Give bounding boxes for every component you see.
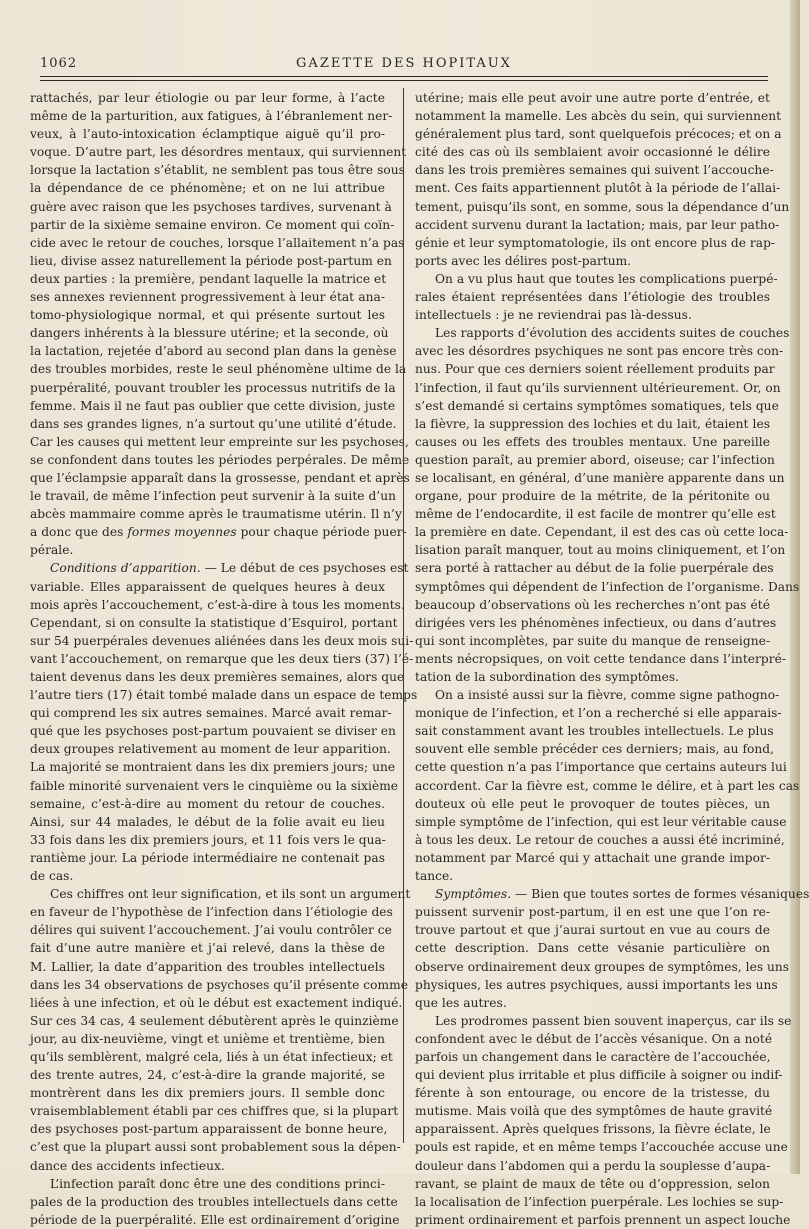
line-text-after: — Le début de ces psychoses est [200,561,409,576]
text-line [415,903,770,921]
line-text: souvent elle semble précéder ces derniers; mais, au fond, [415,742,775,757]
line-text: douleur dans l’abdomen qui a perdu la souplesse d’aupa- [415,1158,771,1173]
text-line [30,867,385,885]
text-line [30,288,385,306]
text-line [30,1193,398,1211]
line-text: que les autres. [415,995,507,1010]
header-rule-thick [40,76,768,77]
line-text: ravant, se plaint de maux de tête ou d’oppression, selon [415,1176,770,1191]
line-text: abcès mammaire comme après le traumatisme utérin. Il n’y [30,507,402,522]
line-text: qu’ils semblèrent, malgré cela, liés à un état infectieux; et [30,1049,393,1064]
text-line [30,578,385,596]
text-line [30,234,405,252]
line-text: veux, à l’auto-intoxication éclamptique aiguë qu’il pro- [30,127,385,142]
text-line [30,939,385,957]
line-text: La majorité se montraient dans les dix premiers jours; une [30,760,396,775]
line-text: mois après l’accouchement, c’est-à-dire à tous les moments. [30,597,405,612]
line-text: fait d’une autre manière et j’ai relevé, dans la thèse de [30,941,385,956]
text-line [415,722,774,740]
line-text: des psychoses post-partum apparaissent de bonne heure, [30,1122,388,1137]
line-text: la première en date. Cependant, il est des cas où cette loca- [415,525,789,540]
text-line [415,1066,783,1084]
text-line [415,1030,773,1048]
line-text: question paraît, au premier abord, oiseuse; car l’infection [415,452,775,467]
line-text: c’est que la plupart aussi sont probablement sous la dépen- [30,1140,401,1155]
line-text: la fièvre, la suppression des lochies et du lait, étaient les [415,416,770,431]
line-text: Car les causes qui mettent leur empreinte sur les psychoses, [30,434,409,449]
text-line [30,614,398,632]
line-text: semaine, c’est-à-dire au moment du retour de couches. [30,796,385,811]
line-text: ment. Ces faits appartiennent plutôt à la période de l’allai- [415,181,781,196]
line-text: sera porté à rattacher au début de la folie puerpérale des [415,561,774,576]
line-text: qui comprend les six autres semaines. Marcé avait remar- [30,706,392,721]
text-line [30,740,391,758]
text-line [415,161,774,179]
line-text: génie et leur symptomatologie, ils ont encore plus de rap- [415,235,776,250]
header-rule-thin [40,80,768,81]
line-text: parfois un changement dans le caractère de l’accouchée, [415,1049,771,1064]
text-line [415,1211,791,1229]
text-line [415,451,775,469]
page-number: 1062 [40,56,78,71]
line-text: l’autre tiers (17) était tombé malade dans un espace de temps [30,688,418,703]
text-line [415,89,770,107]
text-line [415,668,770,686]
text-line [415,1084,770,1102]
text-line [415,1048,770,1066]
text-line [415,921,770,939]
line-text: rales étaient représentées dans l’étiologie des troubles [415,290,770,305]
line-text: accordent. Car la fièvre est, comme le délire, et à part les cas [415,778,800,793]
text-line [30,668,405,686]
text-line [415,758,787,776]
text-line [30,1048,393,1066]
text-line [415,360,775,378]
line-text: jour, au dix-neuvième, vingt et unième et trentième, bien [30,1031,385,1046]
text-line [30,397,396,415]
line-text: l’infection, il faut qu’ils surviennent ultérieurement. Or, on [415,380,781,395]
text-line [415,198,790,216]
text-line [30,795,385,813]
right-text-column [415,89,809,1229]
line-text: partir de la sixième semaine environ. Ce moment qui coïn- [30,217,395,232]
line-text: simple symptôme de l’infection, qui est leur véritable cause [415,814,787,829]
text-line [415,614,777,632]
line-text: liées à une infection, et où le début est exactement indiqué. [30,995,403,1010]
line-text: intellectuels : je ne reviendrai pas là-dessus. [415,308,692,323]
line-text: dans ses grandes lignes, n’a surtout qu’une utilité d’étude. [30,416,397,431]
text-line [415,505,776,523]
line-text: même de l’endocardite, il est facile de montrer qu’elle est [415,507,776,522]
text-line [415,541,786,559]
text-line [30,541,385,559]
text-line [30,1175,385,1193]
line-text: confondent avec le début de l’accès vésanique. On a noté [415,1031,773,1046]
line-text: Les rapports d’évolution des accidents suites de couches [435,326,790,341]
line-text: des trente autres, 24, c’est-à-dire la grande majorité, se [30,1068,385,1083]
text-line [415,849,770,867]
line-text: rantième jour. La période intermédiaire ne contenait pas [30,850,385,865]
line-text: femme. Mais il ne faut pas oublier que cette division, juste [30,398,396,413]
line-text: deux groupes relativement au moment de leur apparition. [30,742,391,757]
line-text: organe, pour produire de la métrite, de la péritonite ou [415,489,770,504]
line-text: notamment la mamelle. Les abcès du sein, qui surviennent [415,109,782,124]
line-text: faible minorité survenaient vers le cinquième ou la sixième [30,778,399,793]
line-text: Ces chiffres ont leur signification, et ils sont un argument [50,887,411,902]
text-line [415,179,781,197]
line-text: notamment par Marcé qui y attachait une grande impor- [415,850,770,865]
text-line [30,523,407,541]
line-text: priment ordinairement et parfois prennent un aspect louche [415,1212,791,1227]
line-text: taient devenus dans les deux premières semaines, alors que [30,670,405,684]
line-text: cité des cas où ils semblaient avoir occasionné le délire [415,145,770,160]
line-text: qui devient plus irritable et plus difficile à soigner ou indif- [415,1068,783,1083]
line-text: deux parties : la première, pendant laquelle la matrice et [30,271,387,286]
text-line [415,976,778,994]
line-text: physiques, les autres psychiques, aussi importants les uns [415,977,778,992]
line-text: ses annexes reviennent progressivement à leur état ana- [30,290,385,305]
line-text: ments nécropsiques, on voit cette tendance dans l’interpré- [415,651,786,666]
text-line [30,107,393,125]
text-line [415,831,785,849]
page-header [40,52,768,76]
text-line [415,867,770,885]
text-line [30,903,393,921]
line-text: sait constamment avant les troubles intellectuels. Le plus [415,724,774,739]
line-text: ports avec les délires post-partum. [415,253,632,268]
line-text: tomo-physiologique normal, et qui présente surtout les [30,308,385,323]
text-line [30,1030,385,1048]
text-line [415,777,800,795]
text-line [30,704,392,722]
line-text: dangers inhérents à la blessure utérine; et la seconde, où [30,326,389,341]
text-line [30,324,389,342]
line-text: On a vu plus haut que toutes les complications puerpé- [435,271,778,286]
line-text: Cependant, si on consulte la statistique d’Esquirol, portant [30,615,398,630]
line-text: dans les trois premières semaines qui suivent l’accouche- [415,163,774,178]
line-text: douteux où elle peut le provoquer de toutes pièces, un [415,796,770,811]
text-line [30,89,385,107]
text-line [415,469,785,487]
text-line [30,777,399,795]
line-text: rattachés, par leur étiologie ou par leur forme, à l’acte [30,91,385,105]
text-line [30,451,410,469]
text-line [30,1066,385,1084]
text-line [415,433,770,451]
line-text: s’est demandé si certains symptômes somatiques, tels que [415,398,779,413]
line-text: montrèrent dans les dix premiers jours. Il semble donc [30,1086,385,1101]
text-line [30,976,408,994]
column-divider [403,88,404,1143]
line-text: mutisme. Mais voilà que des symptômes de haute gravité [415,1104,773,1119]
line-text: monique de l’infection, et l’on a recherché si elle apparais- [415,706,782,721]
text-line [30,632,414,650]
text-line [415,1193,784,1211]
text-line [30,1012,399,1030]
text-line [30,379,396,397]
line-text: à tous les deux. Le retour de couches a aussi été incriminé, [415,832,785,847]
text-line [415,650,786,668]
line-text: nus. Pour que ces derniers soient réellement produits par [415,362,775,377]
line-text: cette description. Dans cette vésanie particulière on [415,941,770,956]
italic-text: formes moyennes [127,525,237,540]
line-text: avec les désordres psychiques ne sont pas encore très con- [415,344,784,359]
text-line [415,270,778,288]
text-line [415,306,770,324]
text-line [30,198,392,216]
text-line [415,523,789,541]
journal-title: GAZETTE DES HOPITAUX [296,56,512,71]
text-line [415,252,770,270]
text-line [415,1120,770,1138]
line-text: la localisation de l’infection puerpérale. Les lochies se sup- [415,1194,784,1209]
text-line [30,1120,388,1138]
text-line [415,885,809,903]
text-line [415,596,770,614]
text-line [415,1157,770,1175]
line-text: vant l’accouchement, on remarque que les deux tiers (37) l’é- [30,651,414,666]
text-line [415,939,770,957]
line-text: que l’éclampsie apparaît dans la grossesse, pendant et après [30,470,410,485]
text-line [30,1138,401,1156]
text-line [30,342,397,360]
line-text: apparaissent. Après quelques frissons, la fièvre éclate, le [415,1122,771,1137]
line-text-after: — Bien que toutes sortes de formes vésaniques [511,887,809,902]
line-text: dance des accidents infectieux. [30,1158,225,1173]
line-text: délires qui suivent l’accouchement. J’ai voulu contrôler ce [30,923,392,938]
line-text: cide avec le retour de couches, lorsque l’allaitement n’a pas [30,235,405,250]
line-text-after: pour chaque période puer- [236,525,407,540]
line-text: dirigées vers les phénomènes infectieux, ou dans d’autres [415,615,777,630]
text-line [30,179,385,197]
text-line [415,234,776,252]
line-text: lorsque la lactation s’établit, ne semblent pas tous être sous [30,163,405,178]
text-line [415,324,790,342]
line-text: en faveur de l’hypothèse de l’infection dans l’étiologie des [30,905,393,920]
text-line [30,360,407,378]
line-text: vraisemblablement établi par ces chiffres que, si la plupart [30,1104,399,1119]
text-line [415,686,780,704]
text-line [30,686,418,704]
text-line [30,849,385,867]
line-text: le travail, de même l’infection peut survenir à la suite d’un [30,489,396,504]
text-line [30,758,396,776]
line-text: dans les 34 observations de psychoses qu’il présente comme [30,977,408,992]
text-line [30,559,409,577]
text-line [415,1102,773,1120]
line-text: la lactation, rejetée d’abord au second plan dans la genèse [30,344,397,359]
text-line [30,487,396,505]
text-line [415,143,770,161]
text-line [30,415,397,433]
text-line [415,342,784,360]
line-text: causes ou les effets des troubles mentaux. Une pareille [415,434,770,449]
text-line [30,813,385,831]
text-line [30,596,405,614]
line-text: voque. D’autre part, les désordres mentaux, qui surviennent [30,145,407,160]
line-text: symptômes qui dépendent de l’infection de l’organisme. Dans [415,579,800,594]
text-line [415,125,782,143]
line-text: cette question n’a pas l’importance que certains auteurs lui [415,760,787,775]
text-line [30,161,405,179]
italic-text: Symptômes. [435,887,512,902]
text-line [415,632,770,650]
line-text: tance. [415,869,454,884]
line-text: Les prodromes passent bien souvent inaperçus, car ils se [435,1013,792,1028]
text-line [415,1175,770,1193]
line-text: variable. Elles apparaissent de quelques heures à deux [30,579,385,594]
text-line [415,397,779,415]
line-text: beaucoup d’observations où les recherches n’ont pas été [415,597,770,612]
line-text: férente à son entourage, ou encore de la tristesse, du [415,1086,770,1101]
text-line [30,650,414,668]
text-line [415,1138,788,1156]
text-line [415,107,782,125]
text-line [30,252,392,270]
line-text: guère avec raison que les psychoses tardives, survenant à [30,199,392,214]
text-line [30,831,385,849]
line-text: pouls est rapide, et en même temps l’accouchée accuse une [415,1140,788,1155]
line-text: de cas. [30,869,74,884]
text-line [30,921,392,939]
line-text: Ainsi, sur 44 malades, le début de la folie avait eu lieu [30,814,385,829]
text-line [415,487,770,505]
text-line [415,813,787,831]
line-text: L’infection paraît donc être une des conditions princi- [50,1176,385,1191]
text-line [30,885,411,903]
line-text: qué que les psychoses post-partum pouvaient se diviser en [30,724,396,739]
line-text: lisation paraît manquer, tout au moins cliniquement, et l’on [415,543,786,558]
line-text: pérale. [30,543,74,558]
left-text-column [30,89,418,1229]
text-line [415,994,770,1012]
line-text: sur 54 puerpérales devenues aliénées dans les deux mois sui- [30,633,414,648]
text-line [30,125,385,143]
line-text: même de la parturition, aux fatigues, à l’ébranlement ner- [30,109,393,124]
line-text: se confondent dans toutes les périodes perpérales. De même [30,452,410,467]
line-text: période de la puerpéralité. Elle est ordinairement d’origine [30,1212,400,1227]
line-text: observe ordinairement deux groupes de symptômes, les uns [415,959,790,974]
line-text: la dépendance de ce phénomène; et on ne lui attribue [30,181,385,196]
text-line [30,143,407,161]
line-text: pales de la production des troubles intellectuels dans cette [30,1194,398,1209]
text-line [415,740,775,758]
text-line [415,704,782,722]
text-line [415,958,790,976]
italic-text: Conditions d’apparition. [50,561,201,576]
text-line [30,505,402,523]
text-line [415,415,770,433]
line-text: lieu, divise assez naturellement la période post-partum en [30,253,392,268]
line-text: utérine; mais elle peut avoir une autre porte d’entrée, et [415,91,770,105]
text-line [30,306,385,324]
text-line [415,379,781,397]
text-line [30,433,409,451]
text-line [415,216,780,234]
text-line [30,958,385,976]
line-text: On a insisté aussi sur la fièvre, comme signe pathogno- [435,688,780,703]
line-text: tation de la subordination des symptômes. [415,670,680,684]
line-text: M. Lallier, la date d’apparition des troubles intellectuels [30,959,385,974]
text-line [30,270,385,288]
line-text: trouve partout et que j’aurai surtout en vue au cours de [415,923,770,938]
text-line [415,288,770,306]
text-line [30,1211,400,1229]
line-text: généralement plus tard, sont quelquefois précoces; et on a [415,127,782,142]
text-line [30,1084,385,1102]
text-line [30,1157,385,1175]
text-line [30,994,403,1012]
text-line [415,1012,792,1030]
line-text: a donc que des [30,525,124,540]
line-text: puissent survenir post-partum, il en est une que l’on re- [415,905,770,920]
text-line [30,469,410,487]
text-line [415,578,800,596]
text-line [415,795,770,813]
line-text: se localisant, en général, d’une manière apparente dans un [415,470,785,485]
line-text: accident survenu durant la lactation; mais, par leur patho- [415,217,780,232]
text-line [415,559,774,577]
line-text: Sur ces 34 cas, 4 seulement débutèrent après le quinzième [30,1013,399,1028]
line-text: tement, puisqu’ils sont, en somme, sous la dépendance d’un [415,199,790,214]
line-text: qui sont incomplètes, par suite du manque de renseigne- [415,633,770,648]
text-line [30,1102,399,1120]
line-text: des troubles morbides, reste le seul phénomène ultime de la [30,362,407,377]
text-line [30,722,396,740]
text-line [30,216,395,234]
line-text: puerpéralité, pouvant troubler les processus nutritifs de la [30,380,396,395]
line-text: 33 fois dans les dix premiers jours, et 11 fois vers le qua- [30,832,386,847]
